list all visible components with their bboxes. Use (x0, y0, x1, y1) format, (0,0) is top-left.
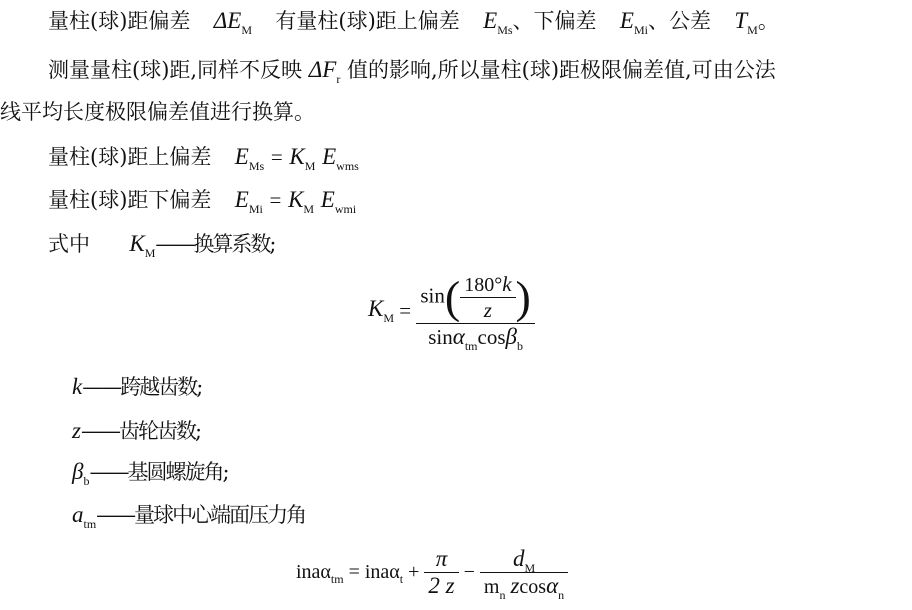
symbol-k: K (368, 295, 384, 321)
text-segment: 量柱(球)距偏差 (48, 9, 191, 33)
symbol-pi: π (435, 546, 448, 571)
text-segment: 有量柱(球)距上偏差 (275, 9, 460, 33)
equals-sign: = (348, 561, 360, 583)
definition-k (72, 372, 201, 402)
symbol-beta: β (505, 324, 517, 349)
text-segment: 值的影响,所以量柱(球)距极限偏差值,可由公法 (347, 58, 776, 82)
definition-text: ——换算系数; (155, 232, 275, 256)
definition-text: ——量球中心端面压力角 (96, 503, 306, 527)
symbol-delta-fr: ΔF (308, 57, 337, 82)
text-segment: 测量量柱(球)距,同样不反映 (48, 58, 303, 82)
symbol-e-mi: E (619, 8, 634, 33)
formula-inv (296, 546, 568, 602)
symbol-e: E (322, 144, 337, 169)
symbol-t-m: T (734, 8, 748, 33)
text-segment: 。 (757, 9, 779, 33)
symbol-z: z (510, 573, 520, 598)
label: 量柱(球)距上偏差 (48, 145, 212, 169)
symbol: β (72, 459, 84, 484)
symbol-delta-e: ΔE (213, 8, 242, 33)
fraction (416, 271, 535, 353)
symbol: a (72, 502, 84, 527)
symbol-subscript: n (558, 588, 565, 602)
symbol-subscript: M (303, 202, 315, 216)
symbol-subscript: Ms (248, 159, 265, 173)
fraction-dm (480, 546, 568, 602)
definition-text: ——齿轮齿数; (80, 419, 201, 443)
cos-function: cos (477, 325, 506, 349)
symbol-subscript: M (241, 23, 252, 37)
symbol-subscript: n (499, 588, 506, 602)
denominator-2z: 2 z (428, 573, 455, 598)
symbol-subscript: Mi (633, 23, 648, 37)
symbol-subscript: M (383, 310, 395, 325)
symbol-d: d (512, 546, 525, 571)
symbol: z (72, 418, 81, 443)
symbol-alpha: α (452, 324, 465, 349)
symbol-subscript: wmi (334, 202, 357, 216)
paragraph-line-1 (48, 6, 779, 39)
symbol-e: E (320, 187, 335, 212)
symbol-k: k (502, 272, 512, 296)
symbol-subscript: tm (83, 517, 97, 531)
symbol-subscript: tm (464, 339, 478, 353)
symbol-subscript: t (399, 572, 404, 587)
definition-text: ——跨越齿数; (82, 375, 202, 399)
minus-sign: − (463, 561, 475, 583)
fraction-numerator (416, 272, 535, 323)
symbol-e: E (234, 187, 249, 212)
plus-sign: + (408, 561, 420, 583)
symbol: k (72, 374, 83, 399)
symbol-e: E (234, 144, 249, 169)
formula-km (368, 271, 535, 353)
symbol-subscript: b (83, 474, 90, 488)
symbol-subscript: M (747, 23, 758, 37)
fraction-numerator (480, 546, 568, 575)
inner-fraction (460, 272, 515, 323)
right-paren: ) (515, 271, 531, 323)
fraction-denominator (480, 573, 568, 602)
lower-deviation-line (48, 185, 356, 218)
text-segment: 、下偏差 (512, 9, 597, 33)
symbol-subscript: M (524, 561, 536, 575)
symbol-m: m (483, 576, 500, 598)
fraction-denominator (416, 324, 535, 353)
sin-function: sin (420, 283, 445, 308)
symbol-k: K (289, 144, 305, 169)
equals-sign: = (270, 145, 283, 169)
label: 量柱(球)距下偏差 (48, 188, 212, 212)
symbol-subscript: M (144, 246, 156, 260)
sin-function: sin (428, 325, 453, 349)
where-line (48, 229, 274, 262)
paragraph-line-2 (48, 55, 776, 88)
symbol-k-m: K (129, 231, 145, 256)
definition-z (72, 416, 200, 446)
upper-deviation-line (48, 142, 359, 175)
cos-function: cos (519, 576, 547, 598)
inv-function: inaα (364, 561, 400, 583)
symbol-subscript: wms (336, 159, 359, 173)
equals-sign: = (399, 298, 412, 323)
fraction-pi-over-2z (424, 546, 458, 599)
symbol-e-ms: E (483, 8, 498, 33)
label: 式中 (48, 232, 90, 256)
equals-sign: = (269, 188, 282, 212)
symbol-subscript: b (516, 339, 523, 353)
symbol-z: z (483, 298, 492, 322)
paragraph-line-3 (0, 97, 315, 127)
symbol-subscript: Ms (497, 23, 513, 37)
symbol-subscript: tm (330, 572, 344, 587)
definition-text: ——基圆螺旋角; (89, 460, 228, 484)
inv-function: inaα (296, 561, 331, 583)
left-paren: ( (444, 271, 461, 323)
symbol-subscript: M (304, 159, 316, 173)
definition-a-tm (72, 500, 305, 533)
text-segment: 线平均长度极限偏差值进行换算。 (0, 100, 315, 124)
symbol-k: K (288, 187, 304, 212)
definition-beta-b (72, 457, 228, 490)
symbol-subscript: r (336, 72, 341, 86)
symbol-alpha: α (546, 573, 559, 598)
symbol-subscript: Mi (248, 202, 263, 216)
text-segment: 、公差 (648, 9, 711, 33)
angle-value: 180° (464, 274, 503, 296)
